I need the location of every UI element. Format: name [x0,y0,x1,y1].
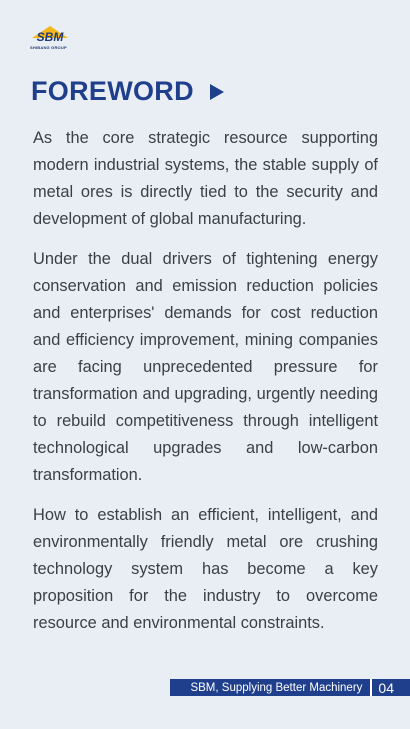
body-content [33,125,378,650]
sbm-logo-icon [30,24,70,46]
heading [31,76,224,107]
footer-bar [170,679,410,696]
footer-tagline: SBM, Supplying Better Machinery [190,681,363,694]
play-triangle-icon [210,84,224,100]
paragraph: As the core strategic resource supporting modern industrial systems, the stable supply of metal ores is directly tied to the security and development of global manufacturing. [33,129,378,228]
paragraph: Under the dual drivers of tightening energy conservation and emission reduction policies and enterprises' demands for cost reduction and efficiency improvement, mining companies are facing unprecedented pressure for transformation and upgrading, urgently needing to rebuild competitiveness through intelligent technological upgrades and low-carbon transformation. [33,250,378,484]
page-number: 04 [378,679,394,696]
footer-divider [370,679,372,696]
paragraph: How to establish an efficient, intelligent, and environmentally friendly metal ore crushing technology system has become a key proposition for the industry to overcome resource and environmental constraints. [33,506,378,632]
group-name: SHIBANG GROUP [30,45,67,50]
page-title: FOREWORD [31,76,194,106]
svg-text:SBM: SBM [36,30,64,44]
